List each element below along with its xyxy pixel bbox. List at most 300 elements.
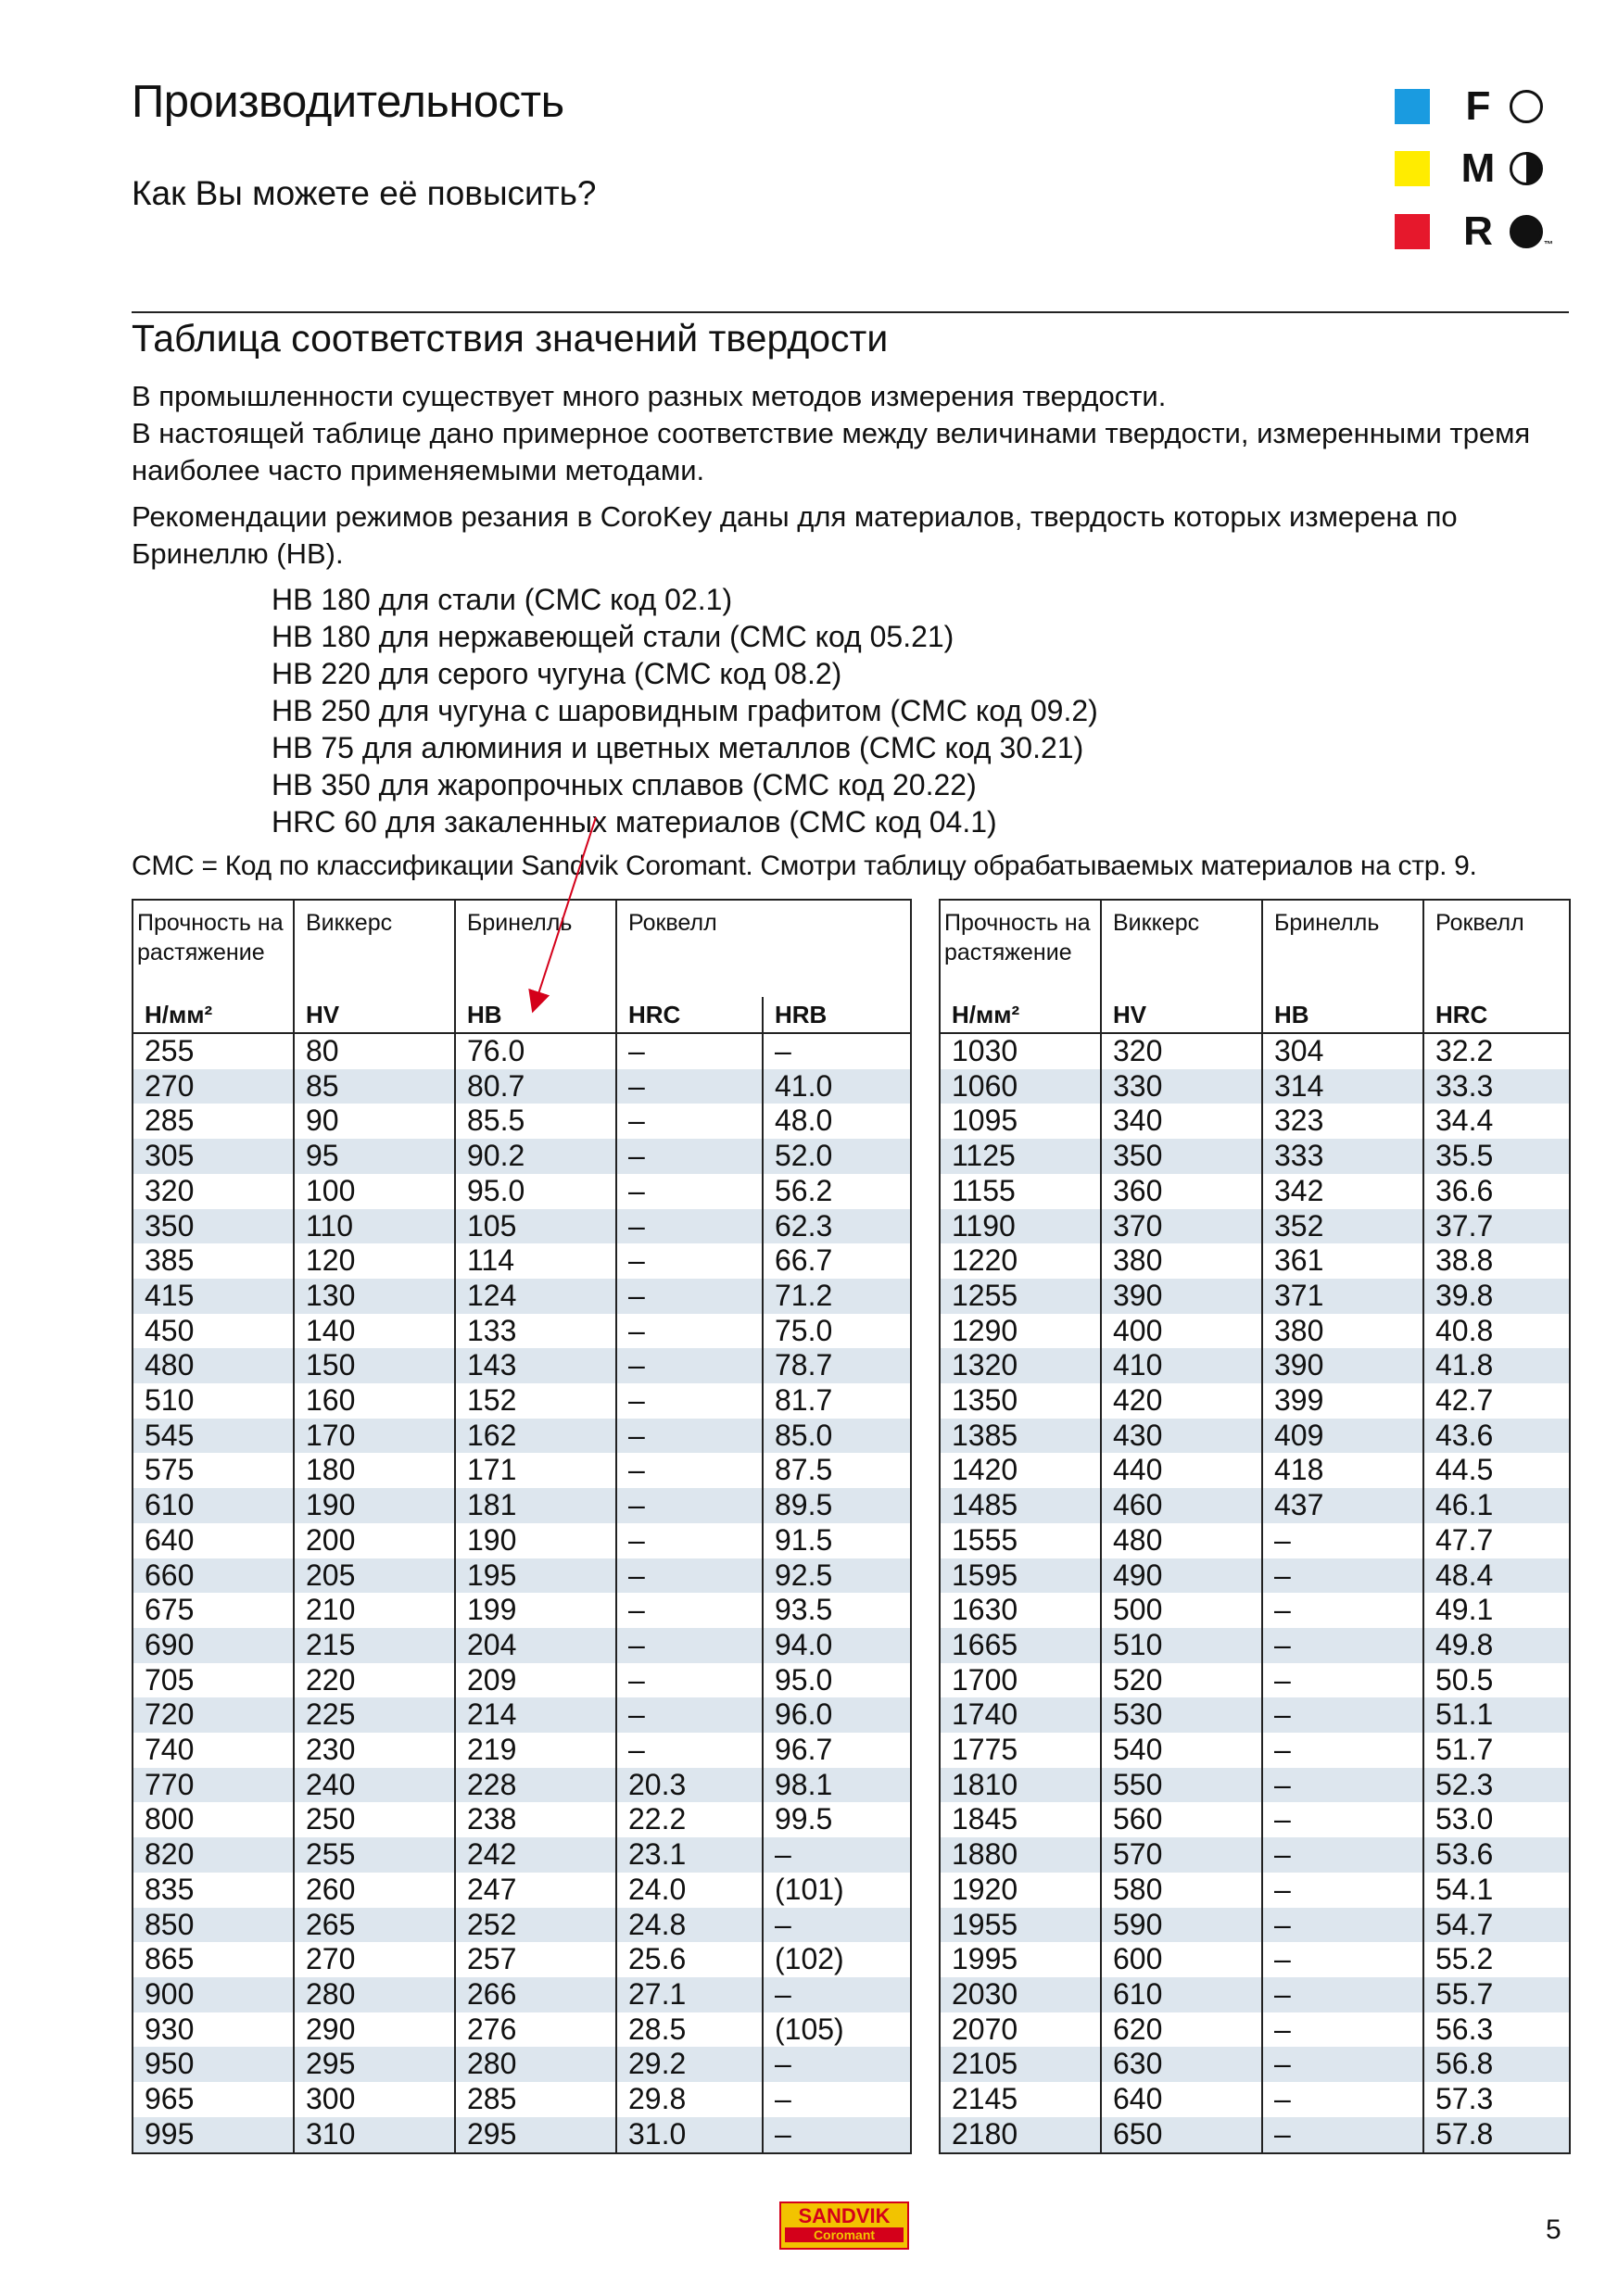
table-cell: – [1262, 1977, 1423, 2012]
table-cell: 55.7 [1423, 1977, 1570, 2012]
table-cell: – [1262, 1768, 1423, 1803]
table-cell: 610 [133, 1488, 294, 1523]
table-cell: 415 [133, 1279, 294, 1314]
table-cell: 85.0 [763, 1419, 911, 1454]
table-cell: 865 [133, 1942, 294, 1977]
unit-hrc: HRC [1423, 997, 1570, 1033]
table-cell: 1030 [940, 1033, 1101, 1069]
table-cell: 330 [1101, 1069, 1262, 1104]
table-cell: 20.3 [616, 1768, 763, 1803]
table-cell: – [1262, 1837, 1423, 1873]
table-cell: 91.5 [763, 1523, 911, 1558]
table-cell: 238 [455, 1802, 616, 1837]
table-cell: 92.5 [763, 1558, 911, 1594]
table-cell: 740 [133, 1733, 294, 1768]
table-cell: 409 [1262, 1419, 1423, 1454]
table-cell: 1125 [940, 1139, 1101, 1174]
table-cell: 545 [133, 1419, 294, 1454]
table-cell: – [616, 1523, 763, 1558]
table-cell: – [1262, 1663, 1423, 1698]
table-cell: 160 [294, 1383, 455, 1419]
table-cell: 100 [294, 1174, 455, 1209]
unit-nmm2: Н/мм² [940, 997, 1101, 1033]
table-cell: – [616, 1348, 763, 1383]
unit-hrb: HRB [763, 997, 911, 1033]
table-cell: 29.8 [616, 2082, 763, 2117]
list-item: HB 180 для стали (CMC код 02.1) [272, 583, 733, 616]
table-cell: 390 [1262, 1348, 1423, 1383]
table-cell: 215 [294, 1628, 455, 1663]
table-cell: – [763, 1033, 911, 1069]
table-cell: 352 [1262, 1209, 1423, 1244]
table-cell: 71.2 [763, 1279, 911, 1314]
table-cell: 205 [294, 1558, 455, 1594]
table-cell: – [1262, 1628, 1423, 1663]
table-cell: 300 [294, 2082, 455, 2117]
table-cell: 323 [1262, 1104, 1423, 1139]
table-cell: 360 [1101, 1174, 1262, 1209]
table-cell: 342 [1262, 1174, 1423, 1209]
table-cell: 1095 [940, 1104, 1101, 1139]
table-cell: 2030 [940, 1977, 1101, 2012]
table-cell: 380 [1262, 1314, 1423, 1349]
table-cell: – [616, 1243, 763, 1279]
table-cell: (105) [763, 2012, 911, 2048]
table-cell: 420 [1101, 1383, 1262, 1419]
table-cell: 314 [1262, 1069, 1423, 1104]
table-cell: 199 [455, 1593, 616, 1628]
table-cell: 99.5 [763, 1802, 911, 1837]
table-cell: 62.3 [763, 1209, 911, 1244]
table-cell: 242 [455, 1837, 616, 1873]
table-cell: 133 [455, 1314, 616, 1349]
table-cell: 610 [1101, 1977, 1262, 2012]
table-cell: (101) [763, 1873, 911, 1908]
table-cell: 320 [1101, 1033, 1262, 1069]
table-cell: 89.5 [763, 1488, 911, 1523]
table-cell: 437 [1262, 1488, 1423, 1523]
table-cell: 1350 [940, 1383, 1101, 1419]
table-cell: 260 [294, 1873, 455, 1908]
table-cell: 96.7 [763, 1733, 911, 1768]
table-cell: 27.1 [616, 1977, 763, 2012]
table-cell: – [1262, 1697, 1423, 1733]
table-cell: 965 [133, 2082, 294, 2117]
table-cell: – [616, 1069, 763, 1104]
table-cell: 1700 [940, 1663, 1101, 1698]
unit-hv: HV [1101, 997, 1262, 1033]
table-cell: 370 [1101, 1209, 1262, 1244]
table-cell: 42.7 [1423, 1383, 1570, 1419]
header-brinell: Бринелль [455, 900, 616, 997]
table-cell: – [616, 1558, 763, 1594]
table-cell: 90.2 [455, 1139, 616, 1174]
table-cell: – [616, 1453, 763, 1488]
table-cell: 1595 [940, 1558, 1101, 1594]
table-cell: 1385 [940, 1419, 1101, 1454]
table-cell: – [616, 1488, 763, 1523]
table-cell: 460 [1101, 1488, 1262, 1523]
table-cell: 320 [133, 1174, 294, 1209]
table-cell: – [1262, 1733, 1423, 1768]
recommendation-text: Рекомендации режимов резания в CoroKey даны для материалов, твердость которых измерена по Бринеллю (HB). [132, 500, 1458, 570]
table-cell: 75.0 [763, 1314, 911, 1349]
table-cell: 1320 [940, 1348, 1101, 1383]
table-cell: 430 [1101, 1419, 1262, 1454]
table-cell: 1220 [940, 1243, 1101, 1279]
table-cell: – [616, 1697, 763, 1733]
table-cell: 410 [1101, 1348, 1262, 1383]
table-cell: 305 [133, 1139, 294, 1174]
table-cell: 47.7 [1423, 1523, 1570, 1558]
table-cell: 333 [1262, 1139, 1423, 1174]
table-cell: 1880 [940, 1837, 1101, 1873]
table-cell: 1485 [940, 1488, 1101, 1523]
table-cell: 705 [133, 1663, 294, 1698]
list-item: HB 180 для нержавеющей стали (CMC код 05.21) [272, 620, 954, 653]
list-item: HB 220 для серого чугуна (CMC код 08.2) [272, 657, 842, 690]
table-cell: 49.1 [1423, 1593, 1570, 1628]
table-cell: – [616, 1733, 763, 1768]
table-cell: 38.8 [1423, 1243, 1570, 1279]
table-cell: 37.7 [1423, 1209, 1570, 1244]
table-cell: 285 [455, 2082, 616, 2117]
table-cell: 105 [455, 1209, 616, 1244]
arrow-line [536, 817, 596, 1003]
table-cell: 204 [455, 1628, 616, 1663]
table-cell: 85.5 [455, 1104, 616, 1139]
table-cell: 130 [294, 1279, 455, 1314]
table-cell: 90 [294, 1104, 455, 1139]
table-cell: 385 [133, 1243, 294, 1279]
table-cell: 510 [133, 1383, 294, 1419]
table-cell: 93.5 [763, 1593, 911, 1628]
table-cell: – [616, 1383, 763, 1419]
table-cell: 214 [455, 1697, 616, 1733]
table-cell: 23.1 [616, 1837, 763, 1873]
table-cell: 49.8 [1423, 1628, 1570, 1663]
table-cell: 225 [294, 1697, 455, 1733]
list-item: HRC 60 для закаленных материалов (CMC код 04.1) [272, 805, 997, 839]
table-cell: 66.7 [763, 1243, 911, 1279]
table-cell: – [1262, 1558, 1423, 1594]
table-cell: – [763, 2082, 911, 2117]
table-cell: 1995 [940, 1942, 1101, 1977]
table-cell: 540 [1101, 1733, 1262, 1768]
table-cell: 820 [133, 1837, 294, 1873]
table-cell: 34.4 [1423, 1104, 1570, 1139]
table-cell: 255 [133, 1033, 294, 1069]
table-cell: 180 [294, 1453, 455, 1488]
table-cell: – [616, 1209, 763, 1244]
table-cell: 32.2 [1423, 1033, 1570, 1069]
table-cell: 150 [294, 1348, 455, 1383]
table-cell: 54.7 [1423, 1908, 1570, 1943]
table-cell: 361 [1262, 1243, 1423, 1279]
table-cell: – [1262, 1908, 1423, 1943]
table-cell: – [763, 1977, 911, 2012]
logo-letter-f: F [1465, 83, 1491, 129]
table-cell: 81.7 [763, 1383, 911, 1419]
table-cell: 95.0 [455, 1174, 616, 1209]
table-cell: 1155 [940, 1174, 1101, 1209]
table-cell: 51.1 [1423, 1697, 1570, 1733]
table-cell: 280 [294, 1977, 455, 2012]
table-cell: 950 [133, 2047, 294, 2082]
table-cell: 181 [455, 1488, 616, 1523]
table-cell: 240 [294, 1768, 455, 1803]
table-cell: – [1262, 2012, 1423, 2048]
table-cell: 56.8 [1423, 2047, 1570, 2082]
table-cell: 295 [294, 2047, 455, 2082]
table-cell: 285 [133, 1104, 294, 1139]
table-cell: 560 [1101, 1802, 1262, 1837]
table-cell: – [616, 1279, 763, 1314]
table-cell: 1290 [940, 1314, 1101, 1349]
table-cell: 170 [294, 1419, 455, 1454]
table-cell: 1630 [940, 1593, 1101, 1628]
table-cell: – [616, 1139, 763, 1174]
table-cell: 44.5 [1423, 1453, 1570, 1488]
header-vickers: Виккерс [1101, 900, 1262, 997]
table-cell: 36.6 [1423, 1174, 1570, 1209]
table-cell: 720 [133, 1697, 294, 1733]
table-cell: 290 [294, 2012, 455, 2048]
table-cell: 900 [133, 1977, 294, 2012]
table-cell: 52.3 [1423, 1768, 1570, 1803]
list-item: HB 250 для чугуна с шаровидным графитом (CMC код 09.2) [272, 694, 1098, 727]
table-cell: 480 [133, 1348, 294, 1383]
table-cell: 52.0 [763, 1139, 911, 1174]
table-cell: 500 [1101, 1593, 1262, 1628]
header-brinell: Бринелль [1262, 900, 1423, 997]
table-cell: 255 [294, 1837, 455, 1873]
page-number: 5 [1546, 2214, 1561, 2245]
table-cell: 1920 [940, 1873, 1101, 1908]
table-cell: 1740 [940, 1697, 1101, 1733]
table-cell: 53.6 [1423, 1837, 1570, 1873]
table-cell: 418 [1262, 1453, 1423, 1488]
table-cell: 371 [1262, 1279, 1423, 1314]
table-cell: 270 [133, 1069, 294, 1104]
table-cell: 230 [294, 1733, 455, 1768]
table-cell: 171 [455, 1453, 616, 1488]
table-cell: 2180 [940, 2117, 1101, 2153]
table-cell: 1810 [940, 1768, 1101, 1803]
list-item: HB 350 для жаропрочных сплавов (CMC код 20.22) [272, 768, 977, 801]
table-cell: 96.0 [763, 1697, 911, 1733]
header-rockwell: Роквелл [616, 900, 911, 997]
table-cell: 399 [1262, 1383, 1423, 1419]
table-cell: 640 [1101, 2082, 1262, 2117]
table-cell: 266 [455, 1977, 616, 2012]
table-cell: 78.7 [763, 1348, 911, 1383]
table-cell: 140 [294, 1314, 455, 1349]
unit-hv: HV [294, 997, 455, 1033]
table-cell: 390 [1101, 1279, 1262, 1314]
table-cell: 265 [294, 1908, 455, 1943]
intro-text: В промышленности существует много разных методов измерения твердости. В настоящей таблице дано примерное соответствие между величинами твердости, измеренными тремя наиболее часто применяемыми методами. [132, 380, 1531, 486]
table-cell: 98.1 [763, 1768, 911, 1803]
table-cell: – [1262, 1593, 1423, 1628]
table-cell: 2105 [940, 2047, 1101, 2082]
table-cell: 770 [133, 1768, 294, 1803]
table-cell: – [616, 1593, 763, 1628]
table-cell: 94.0 [763, 1628, 911, 1663]
table-cell: 1665 [940, 1628, 1101, 1663]
table-cell: – [616, 1174, 763, 1209]
table-cell: 28.5 [616, 2012, 763, 2048]
table-cell: 31.0 [616, 2117, 763, 2153]
table-cell: 53.0 [1423, 1802, 1570, 1837]
table-cell: 87.5 [763, 1453, 911, 1488]
table-cell: 57.3 [1423, 2082, 1570, 2117]
table-cell: 25.6 [616, 1942, 763, 1977]
header-tensile: Прочность на растяжение [940, 900, 1101, 997]
table-cell: 1190 [940, 1209, 1101, 1244]
table-cell: 650 [1101, 2117, 1262, 2153]
table-cell: 195 [455, 1558, 616, 1594]
header-vickers: Виккерс [294, 900, 455, 997]
table-cell: – [763, 1908, 911, 1943]
table-cell: 570 [1101, 1837, 1262, 1873]
table-cell: 350 [133, 1209, 294, 1244]
header-tensile: Прочность на растяжение [133, 900, 294, 997]
table-cell: 40.8 [1423, 1314, 1570, 1349]
table-cell: 995 [133, 2117, 294, 2153]
table-cell: – [763, 2117, 911, 2153]
table-cell: 2070 [940, 2012, 1101, 2048]
table-cell: – [1262, 2117, 1423, 2153]
table-cell: 550 [1101, 1768, 1262, 1803]
unit-nmm2: Н/мм² [133, 997, 294, 1033]
logo-letter-r: R [1463, 208, 1493, 254]
table-cell: 440 [1101, 1453, 1262, 1488]
table-cell: 295 [455, 2117, 616, 2153]
table-cell: – [1262, 1873, 1423, 1908]
table-cell: 257 [455, 1942, 616, 1977]
table-cell: 380 [1101, 1243, 1262, 1279]
unit-hb: HB [455, 997, 616, 1033]
table-cell: 219 [455, 1733, 616, 1768]
table-cell: – [1262, 1942, 1423, 1977]
table-cell: 39.8 [1423, 1279, 1570, 1314]
table-cell: 510 [1101, 1628, 1262, 1663]
table-cell: 22.2 [616, 1802, 763, 1837]
table-cell: 304 [1262, 1033, 1423, 1069]
cmc-note: CMC = Код по классификации Sandvik Coromant. Смотри таблицу обрабатываемых материалов на стр. 9. [132, 851, 1477, 881]
table-cell: 310 [294, 2117, 455, 2153]
table-cell: 450 [133, 1314, 294, 1349]
table-cell: 85 [294, 1069, 455, 1104]
table-cell: – [616, 1314, 763, 1349]
table-cell: 55.2 [1423, 1942, 1570, 1977]
table-cell: 480 [1101, 1523, 1262, 1558]
table-cell: 270 [294, 1942, 455, 1977]
table-cell: 210 [294, 1593, 455, 1628]
table-cell: 51.7 [1423, 1733, 1570, 1768]
table-cell: 800 [133, 1802, 294, 1837]
table-cell: 110 [294, 1209, 455, 1244]
sandvik-logo [779, 2201, 909, 2250]
table-cell: 640 [133, 1523, 294, 1558]
table-cell: 247 [455, 1873, 616, 1908]
table-cell: 54.1 [1423, 1873, 1570, 1908]
table-cell: 120 [294, 1243, 455, 1279]
table-cell: 1060 [940, 1069, 1101, 1104]
table-cell: 190 [455, 1523, 616, 1558]
table-cell: 48.0 [763, 1104, 911, 1139]
table-cell: – [1262, 2047, 1423, 2082]
logo-letter-m: M [1460, 145, 1496, 191]
page-subtitle: Как Вы можете её повысить? [132, 174, 597, 212]
table-cell: 95.0 [763, 1663, 911, 1698]
table-cell: – [1262, 1523, 1423, 1558]
table-cell: 228 [455, 1768, 616, 1803]
table-cell: – [763, 1837, 911, 1873]
table-cell: 220 [294, 1663, 455, 1698]
table-cell: – [616, 1628, 763, 1663]
table-cell: 43.6 [1423, 1419, 1570, 1454]
table-cell: – [616, 1033, 763, 1069]
table-cell: 350 [1101, 1139, 1262, 1174]
table-cell: 162 [455, 1419, 616, 1454]
table-cell: 250 [294, 1802, 455, 1837]
table-cell: 124 [455, 1279, 616, 1314]
table-cell: 600 [1101, 1942, 1262, 1977]
table-cell: 520 [1101, 1663, 1262, 1698]
table-cell: (102) [763, 1942, 911, 1977]
table-cell: 575 [133, 1453, 294, 1488]
table-cell: 1255 [940, 1279, 1101, 1314]
table-cell: 276 [455, 2012, 616, 2048]
table-cell: 76.0 [455, 1033, 616, 1069]
table-cell: 660 [133, 1558, 294, 1594]
unit-hb: HB [1262, 997, 1423, 1033]
page-title: Производительность [132, 77, 564, 127]
table-cell: 200 [294, 1523, 455, 1558]
table-cell: 1955 [940, 1908, 1101, 1943]
brand-name: SANDVIK [798, 2204, 891, 2227]
table-cell: 1775 [940, 1733, 1101, 1768]
table-cell: – [616, 1663, 763, 1698]
table-cell: 400 [1101, 1314, 1262, 1349]
table-cell: 80 [294, 1033, 455, 1069]
table-cell: 56.2 [763, 1174, 911, 1209]
list-item: HB 75 для алюминия и цветных металлов (CMC код 30.21) [272, 731, 1084, 764]
table-cell: 95 [294, 1139, 455, 1174]
table-cell: 850 [133, 1908, 294, 1943]
table-cell: 930 [133, 2012, 294, 2048]
table-cell: – [1262, 1802, 1423, 1837]
table-cell: 56.3 [1423, 2012, 1570, 2048]
table-cell: 1420 [940, 1453, 1101, 1488]
table-cell: 580 [1101, 1873, 1262, 1908]
header-rockwell: Роквелл [1423, 900, 1570, 997]
brand-sub: Coromant [785, 2227, 904, 2242]
trademark: ™ [1544, 240, 1553, 250]
table-cell: 114 [455, 1243, 616, 1279]
table-cell: 630 [1101, 2047, 1262, 2082]
table-cell: 190 [294, 1488, 455, 1523]
table-cell: 50.5 [1423, 1663, 1570, 1698]
unit-hrc: HRC [616, 997, 763, 1033]
table-cell: – [1262, 2082, 1423, 2117]
table-cell: 33.3 [1423, 1069, 1570, 1104]
table-cell: 590 [1101, 1908, 1262, 1943]
table-cell: 490 [1101, 1558, 1262, 1594]
table-cell: 530 [1101, 1697, 1262, 1733]
